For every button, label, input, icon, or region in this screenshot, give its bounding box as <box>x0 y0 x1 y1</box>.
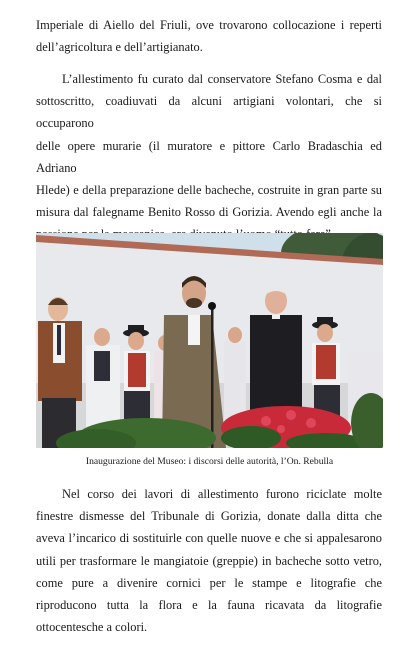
paragraph-3-line: finestre dismesse del Tribunale di Gorizia, donate dalla ditta che <box>36 509 382 524</box>
paragraph-2-line: misura dal falegname Benito Rosso di Gorizia. Avendo egli anche la <box>36 205 382 220</box>
paragraph-2-line: L’allestimento fu curato dal conservatore Stefano Cosma e dal <box>62 72 382 86</box>
paragraph-2-line: sottoscritto, coadiuvati da alcuni artigiani volontari, che si occuparono <box>36 94 382 131</box>
inauguration-photo <box>36 233 383 448</box>
paragraph-3-line: riproducono tutta la flora e la fauna ricavata da litografie <box>36 598 382 613</box>
paragraph-3-line: ottocentesche a colori. <box>36 620 148 635</box>
paragraph-1-line: Imperiale di Aiello del Friuli, ove trovarono collocazione i reperti <box>36 18 382 32</box>
paragraph-1 <box>36 14 382 58</box>
paragraph-2 <box>36 68 382 246</box>
paragraph-2-line: Hlede) e della preparazione delle bacheche, costruite in gran parte su <box>36 183 382 198</box>
paragraph-3-line: come pure a divenire cornici per le stampe e litografie che <box>36 575 382 590</box>
paragraph-3-line: aveva l’incarico di sostituirle con quelle nuove e che si appalesarono <box>36 531 382 546</box>
paragraph-2-line: delle opere murarie (il muratore e pittore Carlo Bradaschia ed Adriano <box>36 138 382 175</box>
paragraph-3-line: Nel corso dei lavori di allestimento furono riciclate molte <box>62 487 382 501</box>
paragraph-3-line: utili per trasformare le mangiatoie (greppie) in bacheche sotto vetro, <box>36 553 382 568</box>
paragraph-3 <box>36 483 382 638</box>
photo-caption: Inaugurazione del Museo: i discorsi delle autorità, l’On. Rebulla <box>85 456 334 467</box>
paragraph-1-line: dell’agricoltura e dell’artigianato. <box>36 40 203 55</box>
